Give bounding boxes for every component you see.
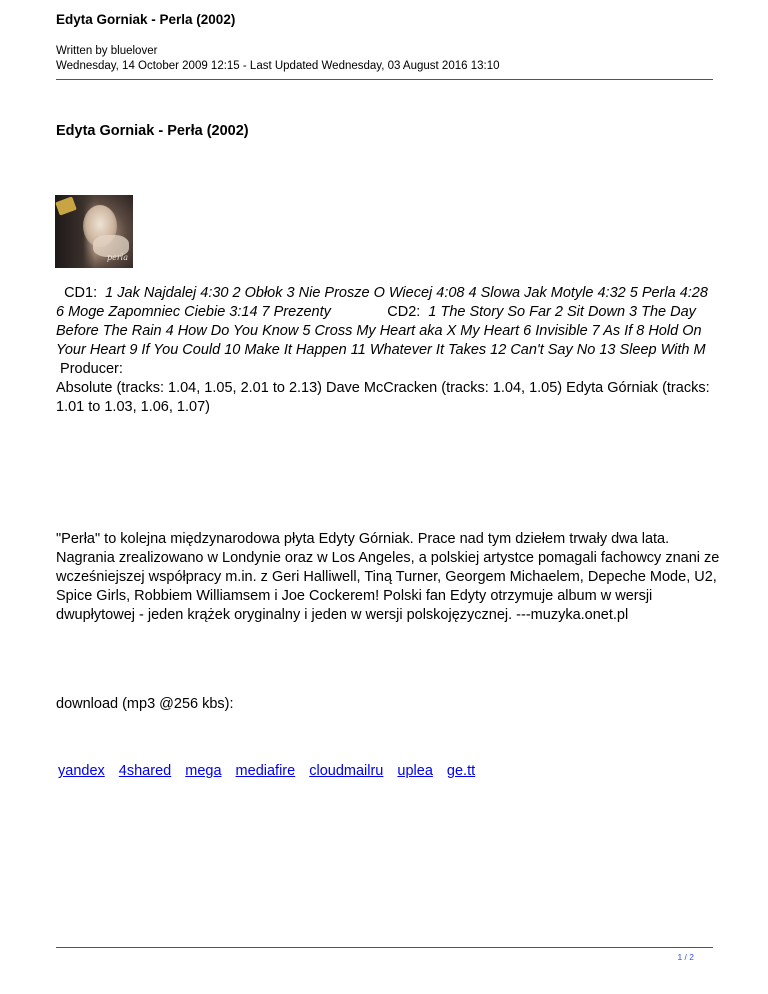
album-description: "Perła" to kolejna międzynarodowa płyta Edyty Górniak. Prace nad tym dziełem trwały dwa lata. Nagrania zrealizowano w Londynie oraz w Los Angeles, a polskiej artystce pomagali fachowcy znani ze wcześniejszej współpracy m.in. z Geri Halliwell, Tiną Turner, Georgem Michaelem, Depeche Mode, U2, Spice Girls, Robbiem Williamsem i Joe Cockerem! Polski fan Edyty otrzymuje album w wersji dwupłytowej - jeden krążek oryginalny i jeden w wersji polskojęzycznej. ---muzyka.onet.pl (56, 531, 720, 623)
footer-divider (56, 947, 713, 948)
producer-label: Producer: (60, 361, 123, 377)
link-mega[interactable]: mega (185, 763, 222, 779)
dates-line: Wednesday, 14 October 2009 12:15 - Last Updated Wednesday, 03 August 2016 13:10 (56, 60, 500, 72)
link-mediafire[interactable]: mediafire (235, 763, 296, 779)
cd1-tracks: 1 Jak Najdalej 4:30 2 Obłok 3 Nie Prosze O Wiecej 4:08 4 Slowa Jak Motyle 4:32 5 Perla 4:28 6 Moge Zapomniec Ciebie 3:14 7 Prezenty (56, 285, 708, 320)
tracklist (56, 284, 716, 360)
link-yandex[interactable]: yandex (58, 763, 105, 779)
cd2-label: CD2: (387, 304, 421, 320)
link-uplea[interactable]: uplea (397, 763, 433, 779)
page-number: 1 / 2 (677, 952, 694, 962)
download-links (58, 763, 485, 779)
download-label: download (mp3 @256 kbs): (56, 696, 234, 712)
cd2-tracks: 1 The Story So Far 2 Sit Down 3 The Day Before The Rain 4 How Do You Know 5 Cross My Heart aka X My Heart 6 Invisible 7 As If 8 Hold On Your Heart 9 If You Could 10 Make It Happen 11 Whatever It Takes 12 Can't Say No 13 Sleep With M (56, 304, 706, 358)
header-divider (56, 79, 713, 80)
page-header-title: Edyta Gorniak - Perla (2002) (56, 12, 236, 27)
link-4shared[interactable]: 4shared (118, 763, 172, 779)
cover-caption: perla (107, 253, 129, 262)
link-cloudmailru[interactable]: cloudmailru (309, 763, 384, 779)
article-title: Edyta Gorniak - Perła (2002) (56, 123, 249, 139)
cd1-label: CD1: (64, 285, 98, 301)
album-cover-image (55, 195, 133, 268)
producer-text: Absolute (tracks: 1.04, 1.05, 2.01 to 2.13) Dave McCracken (tracks: 1.04, 1.05) Edyta Górniak (tracks: 1.01 to 1.03, 1.06, 1.07) (56, 380, 710, 415)
producer-block (56, 360, 721, 417)
link-gett[interactable]: ge.tt (446, 763, 476, 779)
page-header-meta (56, 44, 500, 74)
author-line: Written by bluelover (56, 45, 158, 57)
